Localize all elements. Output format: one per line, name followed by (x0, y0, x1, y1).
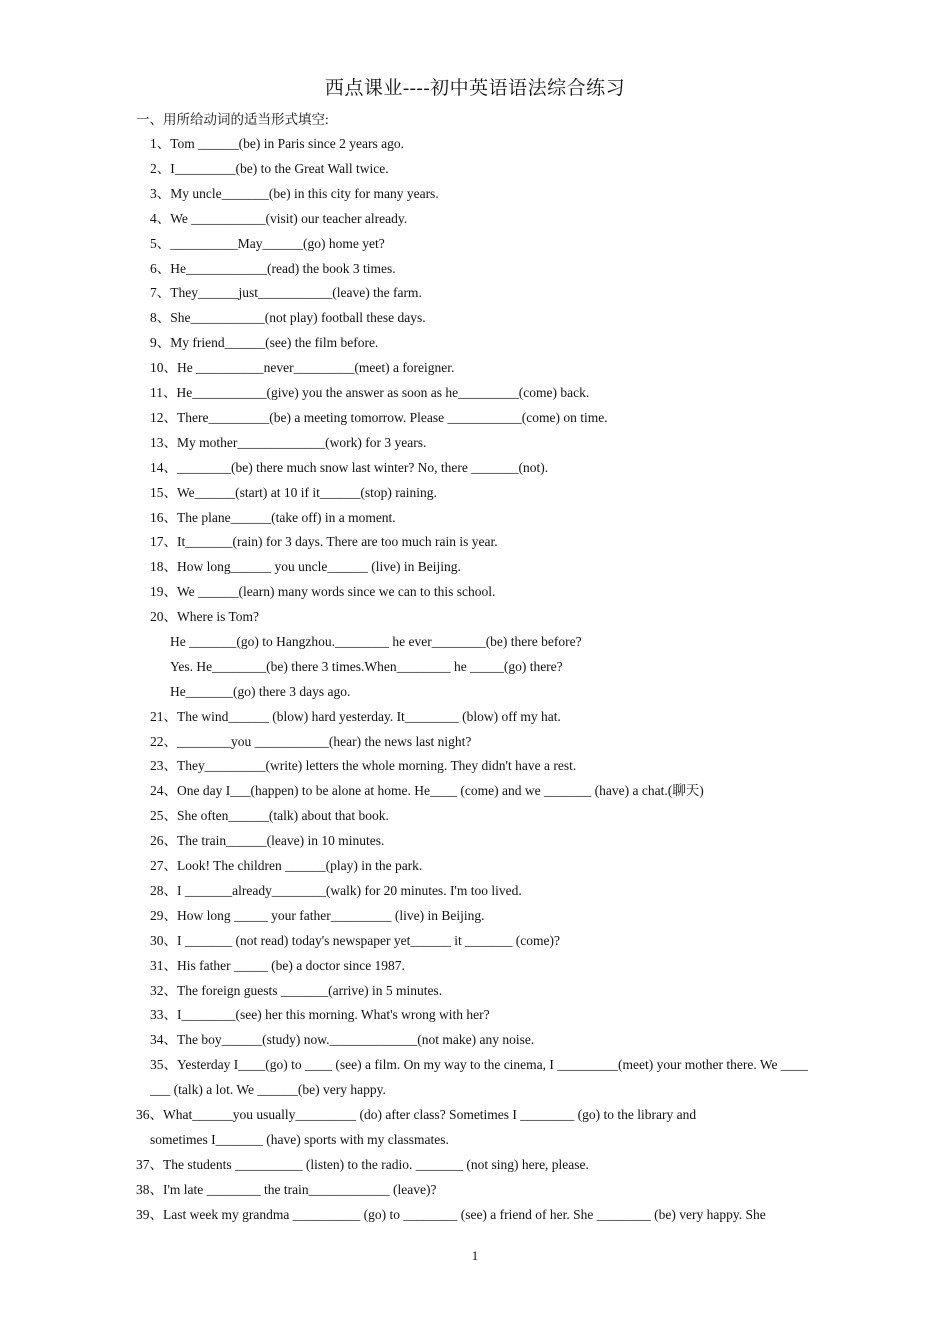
exercise-line: He_______(go) there 3 days ago. (170, 684, 351, 699)
exercise-line: 1、Tom ______(be) in Paris since 2 years ago. (150, 136, 405, 151)
exercise-line: sometimes I_______ (have) sports with my classmates. (150, 1132, 449, 1147)
exercise-line: 14、________(be) there much snow last winter? No, there _______(not). (150, 460, 549, 475)
exercise-line: 24、One day I___(happen) to be alone at home. He____ (come) and we _______ (have) a chat.(聊天) (150, 783, 704, 798)
exercise-line: 9、My friend______(see) the film before. (150, 335, 379, 350)
exercise-line: 36、What______you usually_________ (do) after class? Sometimes I ________ (go) to the library and (136, 1107, 697, 1122)
exercise-line: 27、Look! The children ______(play) in the park. (150, 858, 423, 873)
exercise-line: 30、I _______ (not read) today's newspaper yet______ it _______ (come)? (150, 933, 560, 948)
exercise-line: 4、We ___________(visit) our teacher already. (150, 211, 408, 226)
exercise-line: 26、The train______(leave) in 10 minutes. (150, 833, 385, 848)
exercise-line: 7、They______just___________(leave) the farm. (150, 285, 422, 300)
exercise-line: 8、She___________(not play) football these days. (150, 310, 426, 325)
exercise-line: 10、He __________never_________(meet) a foreigner. (150, 360, 455, 375)
exercise-line: 17、It_______(rain) for 3 days. There are too much rain is year. (150, 534, 498, 549)
exercise-line: 25、She often______(talk) about that book. (150, 808, 389, 823)
exercise-line: He _______(go) to Hangzhou.________ he ever________(be) there before? (170, 634, 582, 649)
exercise-line: 18、How long______ you uncle______ (live) in Beijing. (150, 559, 461, 574)
exercise-line: Yes. He________(be) there 3 times.When________ he _____(go) there? (170, 659, 563, 674)
exercise-line: 22、________you ___________(hear) the news last night? (150, 734, 472, 749)
exercise-line: 6、He____________(read) the book 3 times. (150, 261, 396, 276)
exercise-line: 12、There_________(be) a meeting tomorrow. Please ___________(come) on time. (150, 410, 608, 425)
exercise-line: 31、His father _____ (be) a doctor since 1987. (150, 958, 405, 973)
exercise-line: 29、How long _____ your father_________ (live) in Beijing. (150, 908, 485, 923)
section-heading: 一、用所给动词的适当形式填空: (136, 112, 329, 127)
exercise-line: 33、I________(see) her this morning. What's wrong with her? (150, 1007, 490, 1022)
exercise-line: ___ (talk) a lot. We ______(be) very happy. (150, 1082, 386, 1097)
exercise-line: 3、My uncle_______(be) in this city for many years. (150, 186, 439, 201)
exercise-line: 20、Where is Tom? (150, 609, 260, 624)
exercise-line: 32、The foreign guests _______(arrive) in 5 minutes. (150, 983, 443, 998)
exercise-line: 21、The wind______ (blow) hard yesterday. It________ (blow) off my hat. (150, 709, 561, 724)
exercise-line: 39、Last week my grandma __________ (go) to ________ (see) a friend of her. She ________ (be) very happy. She (136, 1207, 766, 1222)
exercise-line: 15、We______(start) at 10 if it______(stop) raining. (150, 485, 437, 500)
exercise-line: 38、I'm late ________ the train____________ (leave)? (136, 1182, 437, 1197)
exercise-line: 2、I_________(be) to the Great Wall twice. (150, 161, 389, 176)
exercise-line: 16、The plane______(take off) in a moment. (150, 510, 396, 525)
exercise-line: 5、__________May______(go) home yet? (150, 236, 385, 251)
exercise-line: 13、My mother_____________(work) for 3 years. (150, 435, 427, 450)
exercise-line: 37、The students __________ (listen) to the radio. _______ (not sing) here, please. (136, 1157, 589, 1172)
exercise-line: 28、I _______already________(walk) for 20 minutes. I'm too lived. (150, 883, 522, 898)
document-title: 西点课业----初中英语语法综合练习 (324, 78, 626, 99)
exercise-line: 11、He___________(give) you the answer as soon as he_________(come) back. (150, 385, 590, 400)
exercise-line: 34、The boy______(study) now._____________(not make) any noise. (150, 1032, 535, 1047)
exercise-line: 19、We ______(learn) many words since we can to this school. (150, 584, 496, 599)
exercise-line: 35、Yesterday I____(go) to ____ (see) a film. On my way to the cinema, I _________(meet) your mother there. We ____ (150, 1057, 808, 1072)
exercise-line: 23、They_________(write) letters the whole morning. They didn't have a rest. (150, 758, 577, 773)
page-number: 1 (471, 1248, 479, 1263)
